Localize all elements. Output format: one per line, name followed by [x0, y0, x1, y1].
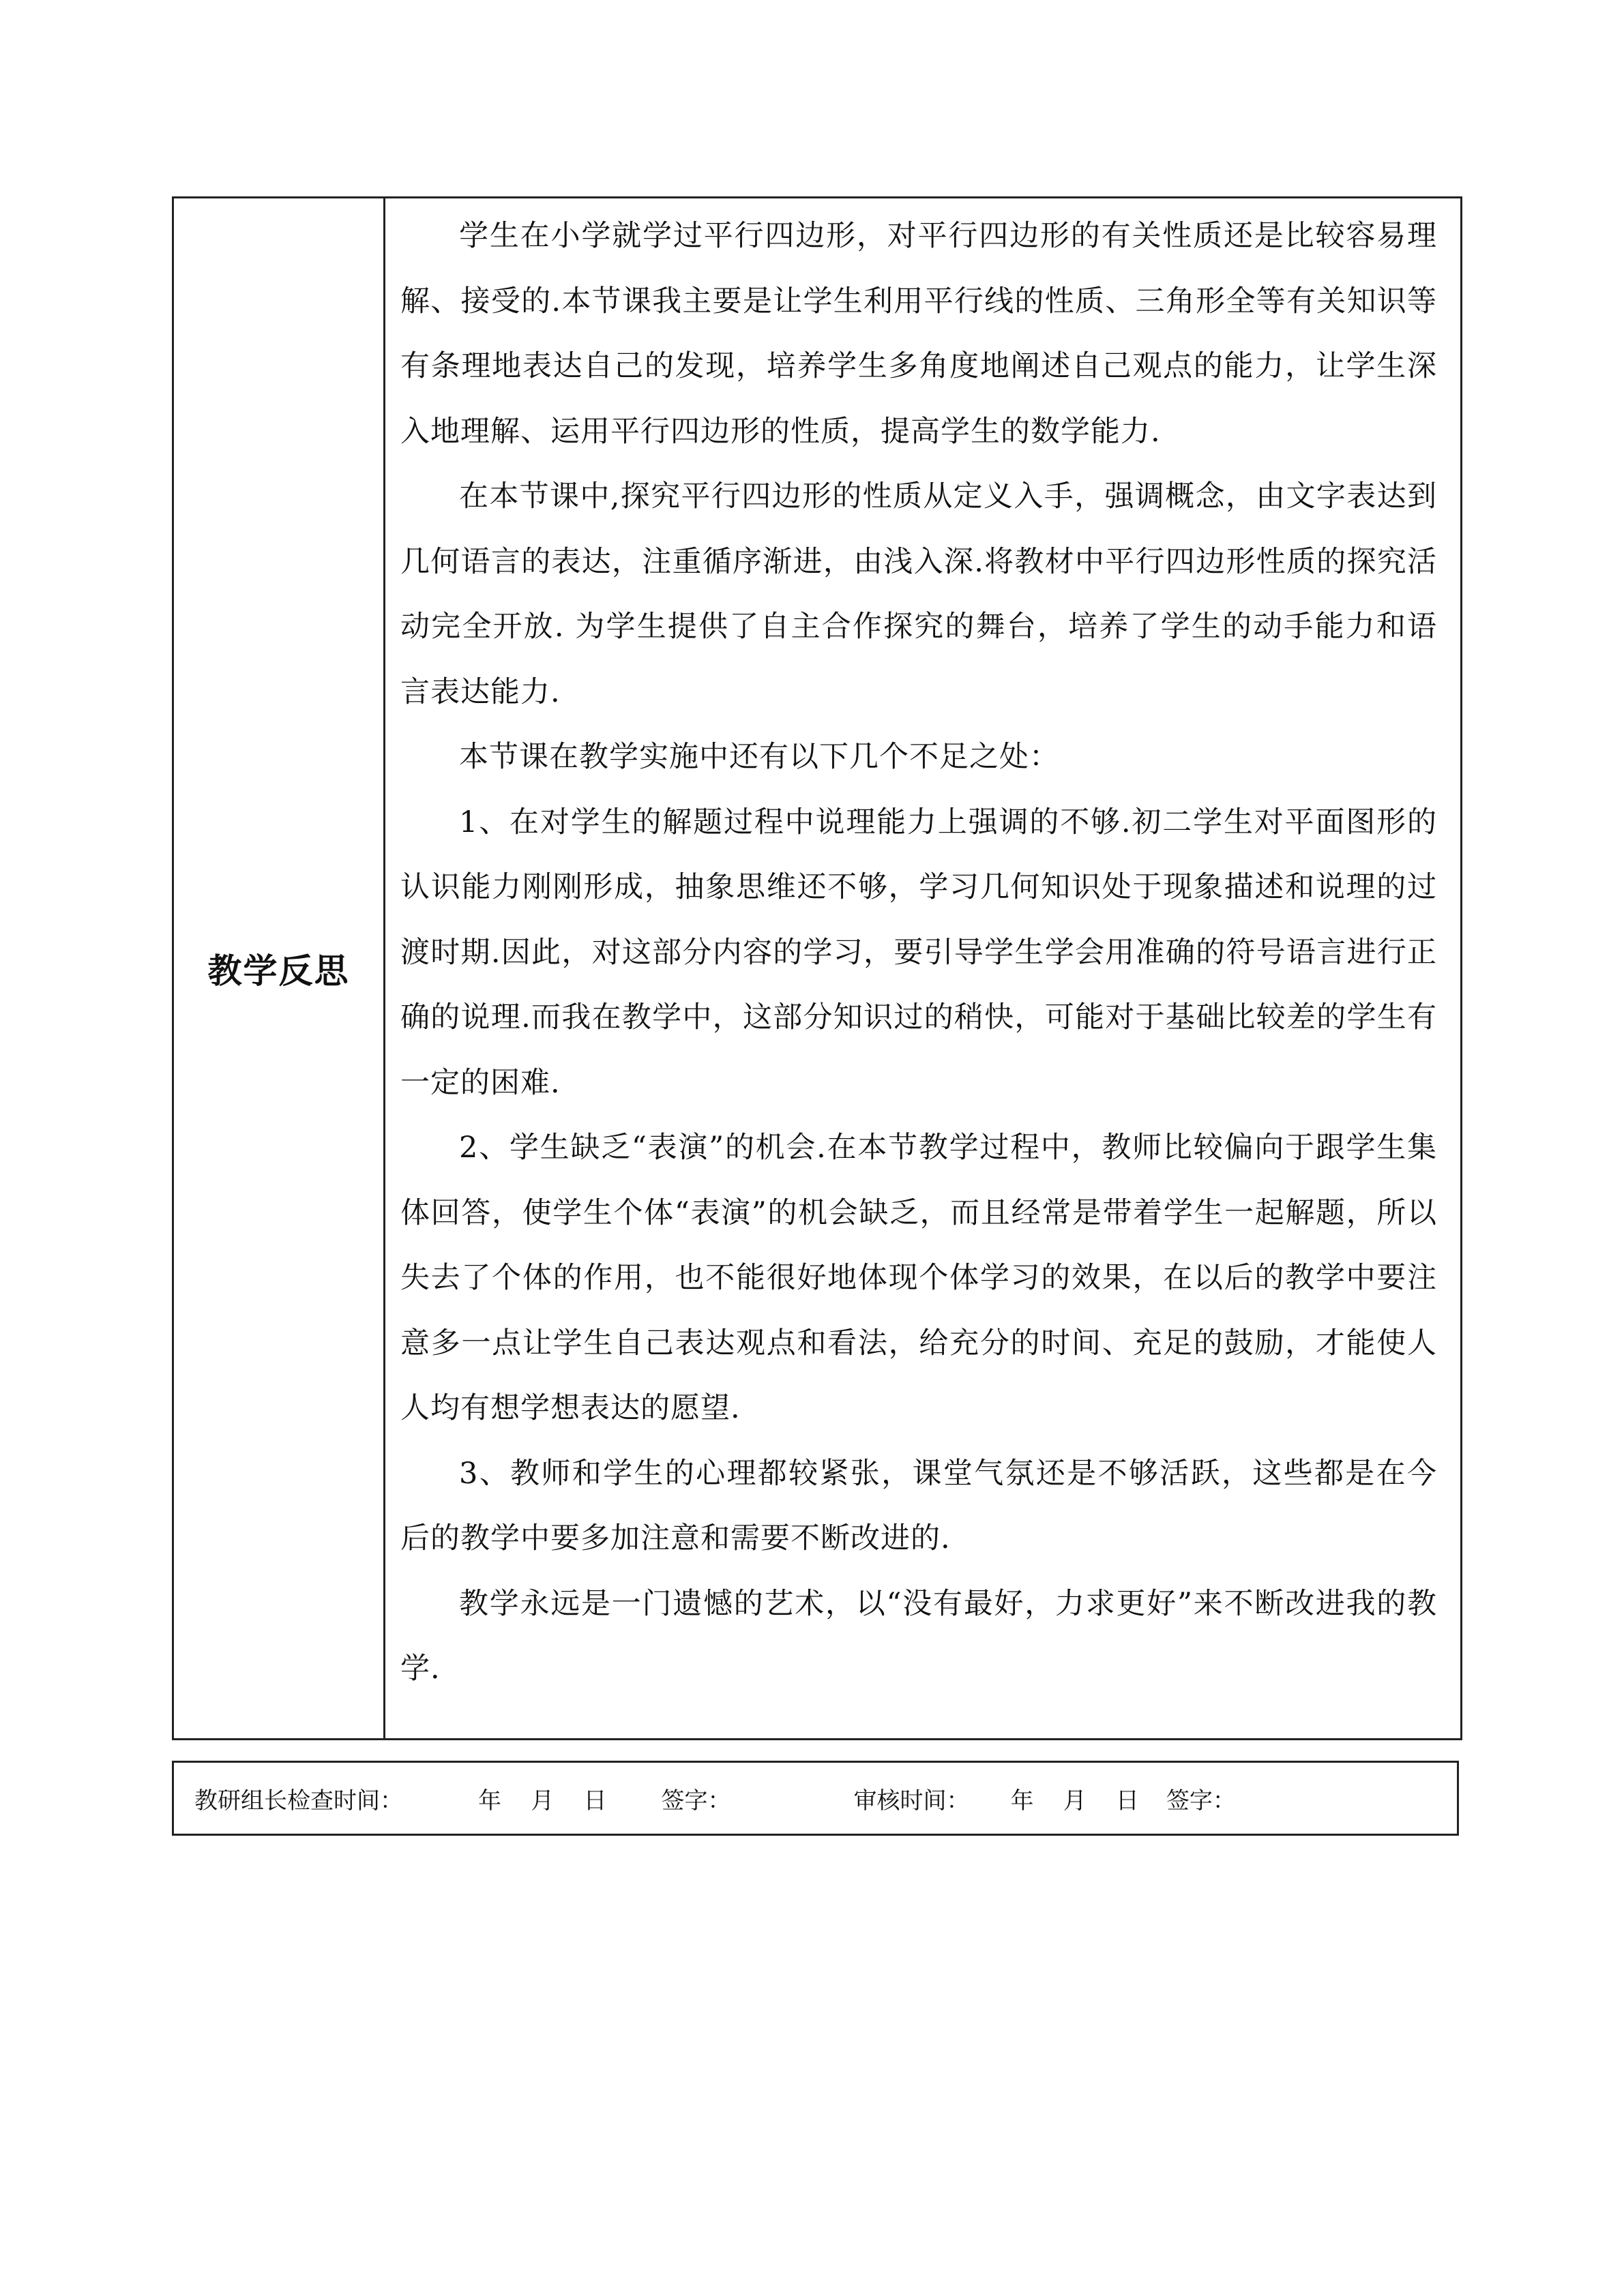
- reflection-paragraph: 教学永远是一门遗憾的艺术，以“没有最好，力求更好”来不断改进我的教学.: [400, 1586, 1437, 1686]
- check-signature-label: 签字：: [661, 1787, 731, 1815]
- review-date-label: 年 月 日: [1010, 1787, 1139, 1815]
- reflection-table: [172, 196, 1462, 1740]
- review-signature-label: 签字：: [1166, 1787, 1236, 1815]
- reflection-label-cell: [174, 198, 385, 1738]
- reflection-paragraph: 2、学生缺乏“表演”的机会.在本节教学过程中，教师比较偏向于跟学生集体回答，使学生个体“表演”的机会缺乏，而且经常是带着学生一起解题，所以失去了个体的作用，也不能很好地体现个体学习的效果，在以后的教学中要注意多一点让学生自己表达观点和看法，给充分的时间、充足的鼓励，才能使人人均有想学想表达的愿望.: [400, 1131, 1437, 1425]
- reflection-paragraph: 3、教师和学生的心理都较紧张，课堂气氛还是不够活跃，这些都是在今后的教学中要多加注意和需要不断改进的.: [400, 1456, 1437, 1555]
- check-date-label: 年 月 日: [478, 1787, 607, 1815]
- reflection-label: 教学反思: [207, 951, 350, 991]
- reflection-paragraph: 1、在对学生的解题过程中说理能力上强调的不够.初二学生对平面图形的认识能力刚刚形成，抽象思维还不够，学习几何知识处于现象描述和说理的过渡时期.因此，对这部分内容的学习，要引导学生学会用准确的符号语言进行正确的说理.而我在教学中，这部分知识过的稍快，可能对于基础比较差的学生有一定的困难.: [400, 805, 1437, 1100]
- reflection-paragraph: 本节课在教学实施中还有以下几个不足之处：: [459, 740, 1059, 774]
- review-footer: [172, 1761, 1459, 1836]
- reflection-paragraph: 在本节课中,探究平行四边形的性质从定义入手，强调概念，由文字表达到几何语言的表达，注重循序渐进，由浅入深.将教材中平行四边形性质的探究活动完全开放. 为学生提供了自主合作探究的舞台，培养了学生的动手能力和语言表达能力.: [400, 479, 1437, 709]
- check-time-label: 教研组长检查时间：: [194, 1787, 403, 1815]
- reflection-content-cell: [385, 198, 1460, 1738]
- review-time-label: 审核时间：: [853, 1787, 970, 1815]
- reflection-paragraph: 学生在小学就学过平行四边形，对平行四边形的有关性质还是比较容易理解、接受的.本节课我主要是让学生利用平行线的性质、三角形全等有关知识等有条理地表达自己的发现，培养学生多角度地阐述自己观点的能力，让学生深入地理解、运用平行四边形的性质，提高学生的数学能力.: [400, 219, 1437, 449]
